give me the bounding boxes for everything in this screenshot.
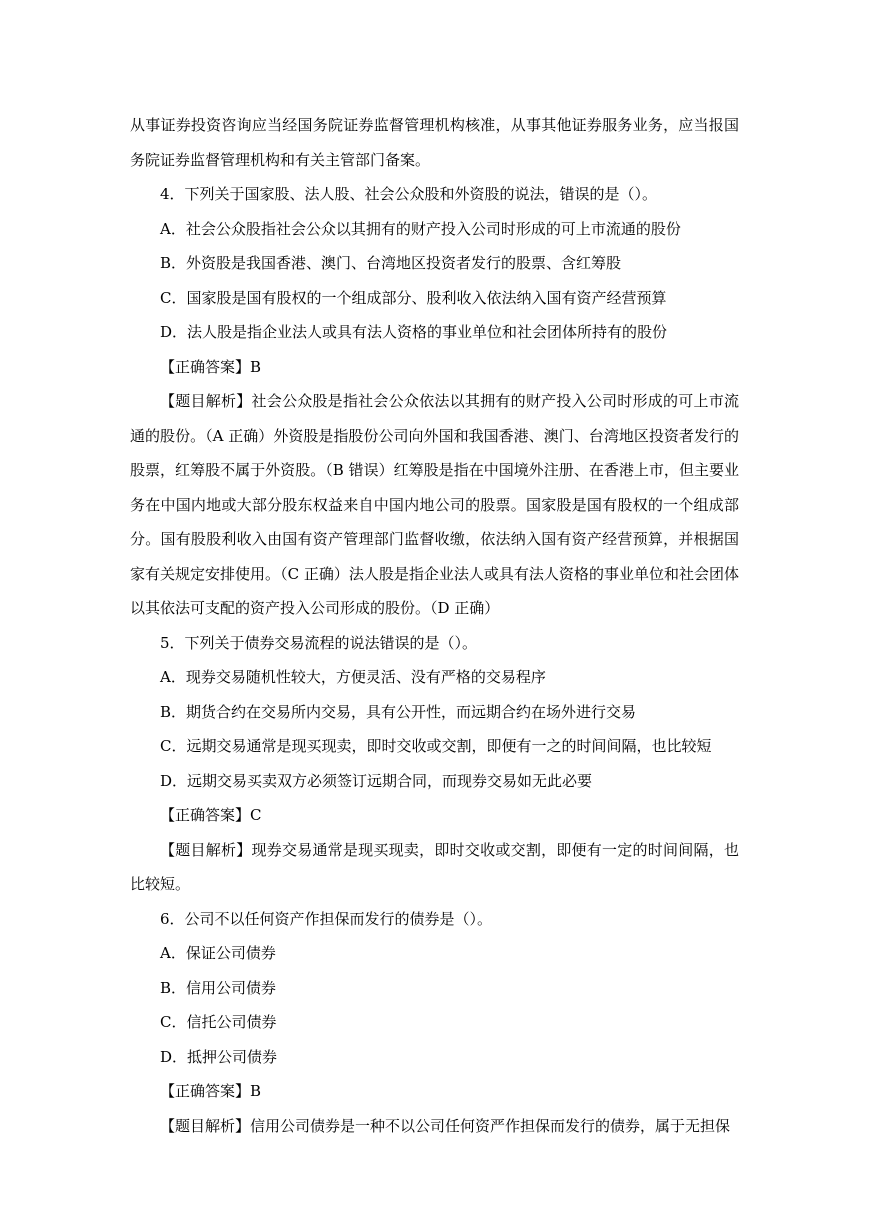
question-5-option-a: A．现券交易随机性较大，方便灵活、没有严格的交易程序 <box>160 668 546 686</box>
answer-label: 【正确答案】 <box>160 357 251 376</box>
question-5-option-b: B．期货合约在交易所内交易，具有公开性，而远期合约在场外进行交易 <box>160 702 637 721</box>
answer-value: C <box>250 806 262 824</box>
analysis-text: 社会公众股是指社会公众依法以其拥有的财产投入公司时形成的可上市流通的股份。（A 正确）外资股是指股份公司向外国和我国香港、澳门、台湾地区投资者发行的股票，红筹股不属于外资股。（B 错误）红筹股是指在中国境外注册、在香港上市，但主要业务在中国内地或大部分股东权益来自中国内地公司的股票。国家股是国有股权的一个组成部分。国有股股利收入由国有资产管理部门监督收缴，依法纳入国有资产经营预算，并根据国家有关规定安排使用。（C 正确）法人股是指企业法人或具有法人资格的事业单位和社会团体以其依法可支配的资产投入公司形成的股份。（D 正确） <box>130 392 739 617</box>
question-4-answer <box>160 350 740 385</box>
question-4-stem: 4．下列关于国家股、法人股、社会公众股和外资股的说法，错误的是（）。 <box>160 185 658 203</box>
question-5-option-d: D．远期交易买卖双方必须签订远期合同，而现券交易如无此必要 <box>160 771 593 790</box>
question-6-option-b: B．信用公司债券 <box>160 978 277 997</box>
question-4-option-b: B．外资股是我国香港、澳门、台湾地区投资者发行的股票、含红筹股 <box>160 254 622 272</box>
answer-value: B <box>250 357 262 376</box>
question-5-analysis <box>130 833 739 902</box>
intro-continuation: 从事证券投资咨询应当经国务院证券监督管理机构核准，从事其他证券服务业务，应当报国务院证券监督管理机构和有关主管部门备案。 <box>130 116 739 169</box>
analysis-text: 信用公司债券是一种不以公司任何资严作担保而发行的债券，属于无担保 <box>250 1116 731 1135</box>
question-6-option-a: A．保证公司债券 <box>160 944 276 962</box>
question-6-option-c: C．信托公司债券 <box>160 1013 277 1031</box>
question-5-answer <box>160 798 740 833</box>
analysis-label: 【题目解析】 <box>160 840 252 859</box>
analysis-label: 【题目解析】 <box>160 392 252 410</box>
question-6-analysis <box>130 1109 739 1144</box>
question-5-stem: 5．下列关于债券交易流程的说法错误的是（）。 <box>160 633 478 652</box>
question-4-option-c: C．国家股是国有股权的一个组成部分、股利收入依法纳入国有资产经营预算 <box>160 288 667 307</box>
answer-value: B <box>250 1082 262 1100</box>
question-4-option-d: D．法人股是指企业法人或具有法人资格的事业单位和社会团体所持有的股份 <box>160 323 668 341</box>
analysis-text: 现券交易通常是现买现卖，即时交收或交割，即便有一定的时间间隔，也比较短。 <box>130 840 739 893</box>
question-4-option-a: A．社会公众股指社会公众以其拥有的财产投入公司时形成的可上市流通的股份 <box>160 219 681 238</box>
question-6-option-d: D．抵押公司债券 <box>160 1047 278 1066</box>
analysis-label: 【题目解析】 <box>160 1116 251 1135</box>
answer-label: 【正确答案】 <box>160 1082 251 1100</box>
question-4-analysis <box>130 384 739 626</box>
answer-label: 【正确答案】 <box>160 806 251 824</box>
question-6-answer <box>160 1074 740 1109</box>
question-5-option-c: C．远期交易通常是现买现卖，即时交收或交割，即便有一之的时间间隔，也比较短 <box>160 737 712 755</box>
question-6-stem: 6．公司不以任何资产作担保而发行的债券是（）。 <box>160 909 493 928</box>
